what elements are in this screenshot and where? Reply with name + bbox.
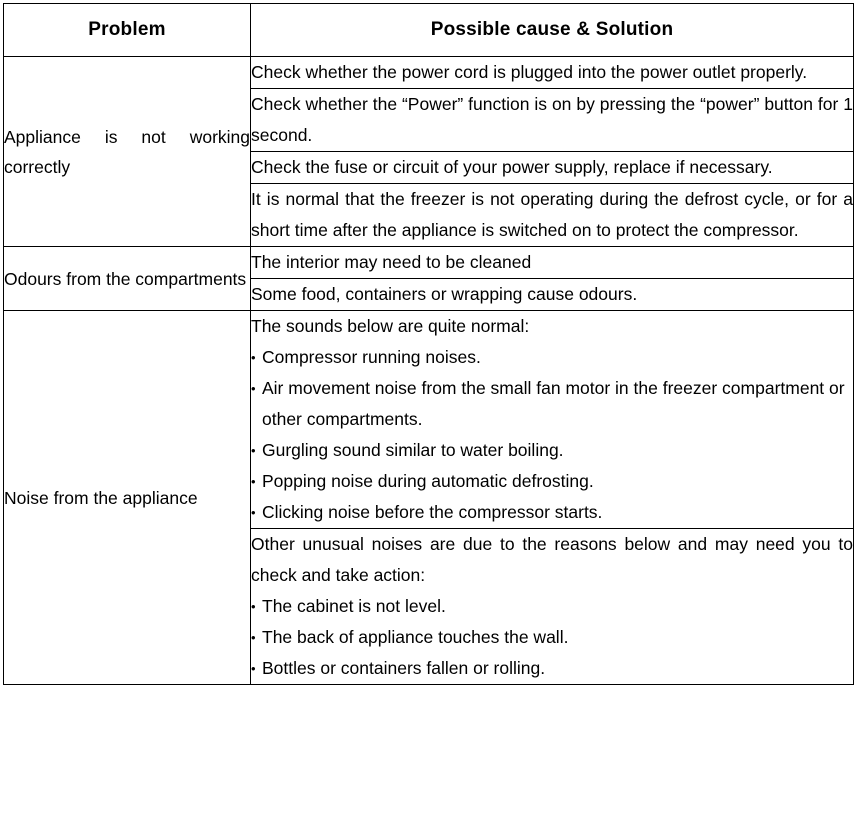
solution-lead: Other unusual noises are due to the reasons below and may need you to check and take action: xyxy=(251,534,853,585)
solution-paragraph: Check the fuse or circuit of your power supply, replace if necessary. xyxy=(251,157,773,177)
list-item: • Air movement noise from the small fan motor in the freezer compartment or other compartments. xyxy=(251,373,853,435)
solution-cell xyxy=(251,311,854,529)
list-item: • Clicking noise before the compressor starts. xyxy=(251,497,853,528)
solution-cell xyxy=(251,247,854,279)
table-row xyxy=(4,57,854,89)
solution-paragraph: Check whether the “Power” function is on by pressing the “power” button for 1 second. xyxy=(251,94,853,145)
list-item: • The back of appliance touches the wall. xyxy=(251,622,853,653)
list-item: • Gurgling sound similar to water boiling. xyxy=(251,435,853,466)
troubleshooting-table xyxy=(3,3,854,685)
column-header-solution-label: Possible cause & Solution xyxy=(430,19,674,40)
problem-cell-appliance xyxy=(4,57,251,247)
table-header-row xyxy=(4,4,854,57)
solution-paragraph: It is normal that the freezer is not operating during the defrost cycle, or for a short time after the appliance is switched on to protect the compressor. xyxy=(251,189,853,240)
table-row xyxy=(4,247,854,279)
solution-paragraph: Check whether the power cord is plugged into the power outlet properly. xyxy=(251,62,808,82)
problem-label: Odours from the compartments xyxy=(4,268,247,289)
table-header xyxy=(4,4,854,57)
list-item: • Compressor running noises. xyxy=(251,342,853,373)
solution-paragraph: Some food, containers or wrapping cause odours. xyxy=(251,284,638,304)
solution-paragraph: The interior may need to be cleaned xyxy=(251,252,532,272)
list-item: • Bottles or containers fallen or rolling. xyxy=(251,653,853,684)
solution-cell xyxy=(251,529,854,685)
list-item: • Popping noise during automatic defrosting. xyxy=(251,466,853,497)
solution-bullet-list xyxy=(251,591,853,684)
solution-cell xyxy=(251,57,854,89)
problem-label: Appliance is not working correctly xyxy=(4,126,250,177)
problem-cell-odours xyxy=(4,247,251,311)
column-header-problem xyxy=(4,4,251,57)
table-row xyxy=(4,311,854,529)
list-item: • The cabinet is not level. xyxy=(251,591,853,622)
solution-cell xyxy=(251,89,854,152)
problem-label: Noise from the appliance xyxy=(4,487,198,508)
column-header-problem-label: Problem xyxy=(88,19,166,40)
solution-cell xyxy=(251,279,854,311)
solution-lead: The sounds below are quite normal: xyxy=(251,316,530,336)
column-header-solution xyxy=(251,4,854,57)
table-body xyxy=(4,57,854,685)
solution-cell xyxy=(251,184,854,247)
problem-cell-noise xyxy=(4,311,251,685)
solution-cell xyxy=(251,152,854,184)
solution-bullet-list xyxy=(251,342,853,528)
